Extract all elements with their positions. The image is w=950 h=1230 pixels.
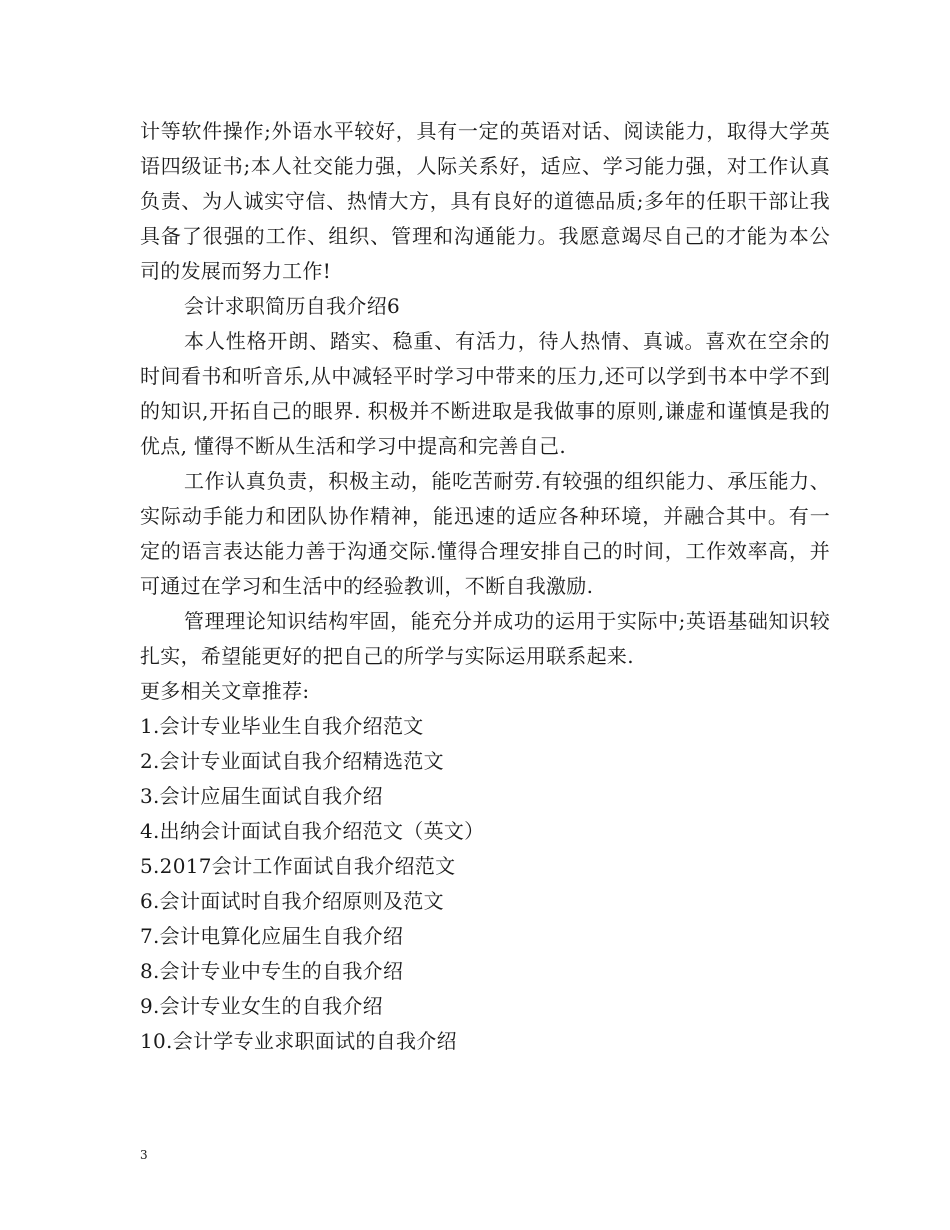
section-heading: 会计求职简历自我介绍6 [184,294,401,318]
page-number: 3 [140,1148,148,1162]
related-article-link[interactable]: 3.会计应届生面试自我介绍 [140,784,383,808]
related-article-link[interactable]: 9.会计专业女生的自我介绍 [140,994,383,1018]
document-body [140,114,830,1059]
related-article-link[interactable]: 4.出纳会计面试自我介绍范文（英文） [140,819,485,843]
paragraph-knowledge: 管理理论知识结构牢固，能充分并成功的运用于实际中;英语基础知识较扎实，希望能更好的把自己的所学与实际运用联系起来. [140,609,830,668]
related-article-link[interactable]: 6.会计面试时自我介绍原则及范文 [140,889,444,913]
related-articles-list [140,709,830,1059]
related-article-link[interactable]: 2.会计专业面试自我介绍精选范文 [140,749,444,773]
related-article-link[interactable]: 7.会计电算化应届生自我介绍 [140,924,404,948]
related-article-link[interactable]: 1.会计专业毕业生自我介绍范文 [140,714,424,738]
paragraph-continuation: 计等软件操作;外语水平较好，具有一定的英语对话、阅读能力，取得大学英语四级证书;本人社交能力强，人际关系好，适应、学习能力强，对工作认真负责、为人诚实守信、热情大方，具有良好的道德品质;多年的任职干部让我具备了很强的工作、组织、管理和沟通能力。我愿意竭尽自己的才能为本公司的发展而努力工作! [140,119,830,283]
related-article-link[interactable]: 8.会计专业中专生的自我介绍 [140,959,404,983]
paragraph-work-attitude: 工作认真负责，积极主动，能吃苦耐劳.有较强的组织能力、承压能力、实际动手能力和团队协作精神，能迅速的适应各种环境，并融合其中。有一定的语言表达能力善于沟通交际.懂得合理安排自己的时间，工作效率高，并可通过在学习和生活中的经验教训，不断自我激励. [140,469,830,598]
related-article-link[interactable]: 10.会计学专业求职面试的自我介绍 [140,1029,457,1053]
paragraph-personality: 本人性格开朗、踏实、稳重、有活力，待人热情、真诚。喜欢在空余的时间看书和听音乐,从中减轻平时学习中带来的压力,还可以学到书本中学不到的知识,开拓自己的眼界. 积极并不断进取是我做事的原则,谦虚和谨慎是我的优点, 懂得不断从生活和学习中提高和完善自己. [140,329,830,458]
related-articles-heading: 更多相关文章推荐: [140,679,310,703]
related-article-link[interactable]: 5.2017会计工作面试自我介绍范文 [140,854,456,878]
